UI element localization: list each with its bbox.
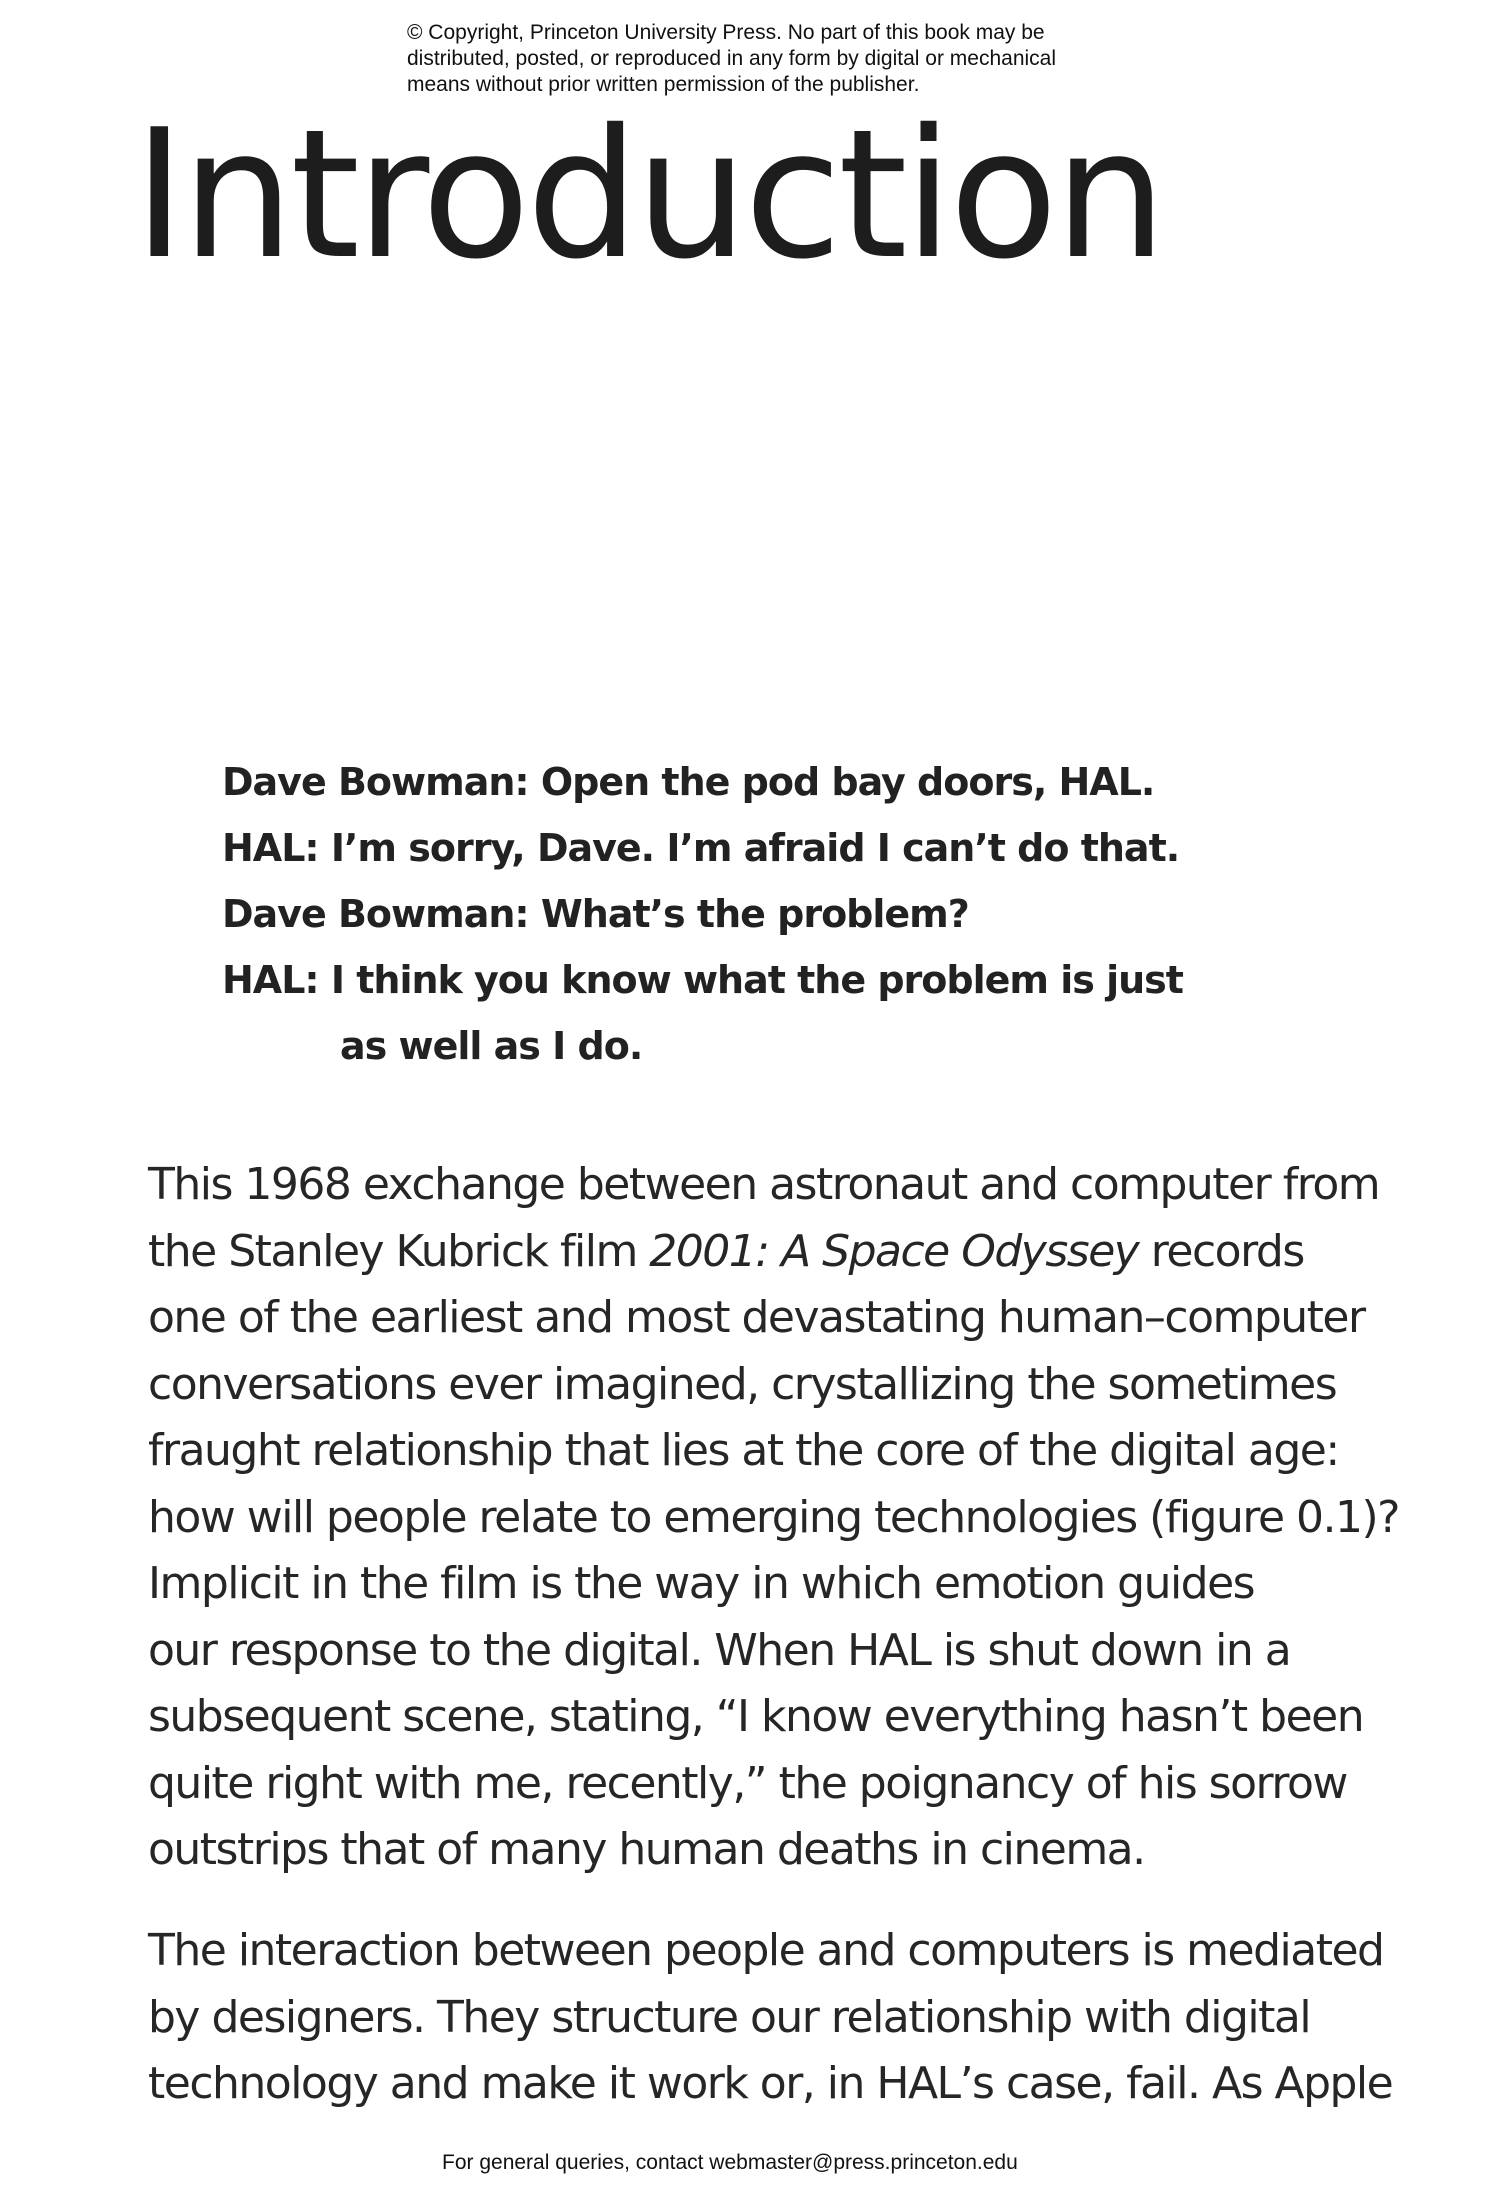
film-title: 2001: A Space Odyssey	[649, 1225, 1139, 1277]
paragraph-line: The interaction between people and computers is mediated	[148, 1925, 1384, 1976]
paragraph-line: technology and make it work or, in HAL’s case, fail. As Apple	[148, 2058, 1393, 2109]
paragraph-line: fraught relationship that lies at the core of the digital age:	[148, 1425, 1339, 1476]
text-run: the Stanley Kubrick film	[148, 1225, 650, 1277]
copyright-line: means without prior written permission of the publisher.	[407, 73, 920, 96]
body-paragraph	[148, 1918, 1468, 2118]
paragraph-line: quite right with me, recently,” the poignancy of his sorrow	[148, 1757, 1347, 1809]
chapter-title: Introduction	[133, 91, 1163, 298]
paragraph-line: our response to the digital. When HAL is shut down in a	[148, 1624, 1291, 1676]
epigraph-line: HAL: I’m sorry, Dave. I’m afraid I can’t do that.	[222, 826, 1180, 870]
paragraph-line: one of the earliest and most devastating human–computer	[148, 1292, 1365, 1343]
copyright-notice	[407, 20, 1107, 98]
paragraph-line: how will people relate to emerging technologies (figure 0.1)?	[148, 1491, 1400, 1543]
paragraph-line: outstrips that of many human deaths in cinema.	[148, 1824, 1145, 1875]
footer-contact: For general queries, contact webmaster@press.princeton.edu	[442, 2151, 1018, 2174]
paragraph-line: conversations ever imagined, crystallizing the sometimes	[148, 1358, 1337, 1410]
paragraph-line: subsequent scene, stating, “I know everything hasn’t been	[148, 1691, 1364, 1742]
epigraph-dialogue	[222, 749, 1322, 1079]
body-paragraph	[148, 1152, 1468, 1884]
paragraph-line: Implicit in the film is the way in which emotion guides	[148, 1558, 1255, 1609]
paragraph-line: This 1968 exchange between astronaut and computer from	[148, 1159, 1380, 1210]
copyright-line: © Copyright, Princeton University Press. No part of this book may be	[407, 21, 1045, 44]
epigraph-line: HAL: I think you know what the problem is just	[222, 958, 1183, 1002]
text-run: records	[1138, 1225, 1304, 1277]
copyright-line: distributed, posted, or reproduced in any form by digital or mechanical	[407, 47, 1057, 70]
paragraph-line: by designers. They structure our relationship with digital	[148, 1991, 1311, 2043]
paragraph-line	[148, 1219, 1468, 1286]
epigraph-line: Dave Bowman: Open the pod bay doors, HAL.	[222, 760, 1155, 804]
epigraph-line-continuation: as well as I do.	[340, 1024, 643, 1068]
epigraph-line: Dave Bowman: What’s the problem?	[222, 892, 969, 936]
